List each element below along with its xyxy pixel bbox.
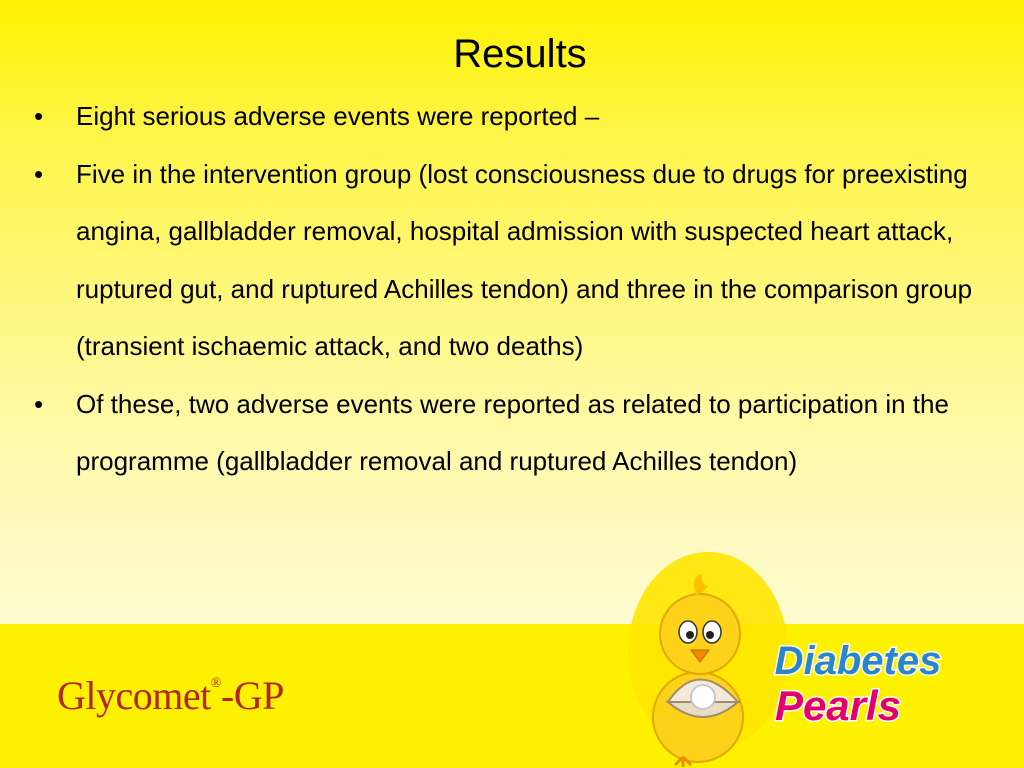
bullet-item: [34, 146, 984, 376]
brand-name: Glycomet: [57, 673, 211, 718]
bullet-list: [34, 88, 984, 491]
bullet-text: Of these, two adverse events were reported as related to participation in the programme (gallbladder removal and ruptured Achilles tendon): [76, 388, 949, 476]
bullet-dot: •: [34, 158, 44, 189]
bullet-text: Eight serious adverse events were reported –: [76, 101, 600, 131]
bullet-item: [34, 88, 984, 146]
bullet-item: [34, 376, 984, 491]
bullet-dot: •: [34, 388, 44, 419]
diabetes-text: Diabetes: [774, 639, 942, 683]
bullet-dot: •: [34, 101, 44, 131]
brand-registered-mark: ®: [210, 676, 221, 691]
brand-suffix: -GP: [220, 673, 284, 718]
glycomet-gp-logo: [57, 672, 284, 719]
pearls-text: Pearls: [774, 682, 902, 729]
chick-with-pearl-icon: [628, 552, 958, 768]
bullet-text: Five in the intervention group (lost consciousness due to drugs for preexisting angina, gallbladder removal, hospital admission with suspected heart attack, ruptured gut, and ruptured Achilles tendon) and three in the comparison group (transient ischaemic attack, and two deaths): [76, 158, 973, 361]
slide-title: Results: [453, 32, 587, 76]
